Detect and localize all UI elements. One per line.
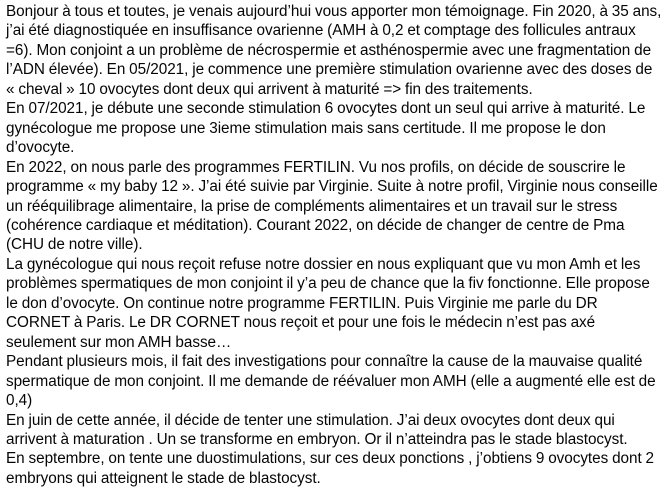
- paragraph-investigations: Pendant plusieurs mois, il fait des investigations pour connaître la cause de la mauvaise qualité spermatique de mon conjoint. Il me demande de réévaluer mon AMH (elle a augmenté elle est de 0,4): [6, 353, 656, 410]
- paragraph-fertilin-program: En 2022, on nous parle des programmes FERTILIN. Vu nos profils, on décide de souscrire le programme « my baby 12 ». J’ai été suivie par Virginie. Suite à notre profil, Virginie nous conseille un rééquilibrage alimentaire, la prise de compléments alimentaires et un travail sur le stress (cohérence cardiaque et méditation). Courant 2022, on décide de changer de centre de Pma (CHU de notre ville).: [6, 158, 658, 254]
- paragraph-intro: Bonjour à tous et toutes, je venais aujourd’hui vous apporter mon témoignage. Fin 2020, à 35 ans, j’ai été diagnostiquée en insuffisance ovarienne (AMH à 0,2 et comptage des follicules antraux =6). Mon conjoint a un problème de nécrospermie et asthénospermie avec une fragmentation de l’ADN élevée). En 05/2021, je commence une première stimulation ovarienne avec des doses de « cheval » 10 ovocytes dont deux qui arrivent à maturité => fin des traitements.: [6, 3, 662, 98]
- paragraph-new-gynecologist: La gynécologue qui nous reçoit refuse notre dossier en nous expliquant que vu mon Amh et les problèmes spermatiques de mon conjoint il y’a peu de chance que la fiv fonctionne. Elle propose le don d’ovocyte. On continue notre programme FERTILIN. Puis Virginie me parle du DR CORNET à Paris. Le DR CORNET nous reçoit et pour une fois le médecin n’est pas axé seulement sur mon AMH basse…: [6, 255, 650, 351]
- paragraph-june-stimulation: En juin de cette année, il décide de tenter une stimulation. J’ai deux ovocytes dont deux qui arrivent à maturation . Un se transforme en embryon. Or il n’atteindra pas le stade blastocyst.: [6, 411, 628, 448]
- paragraph-september-duostimulation: En septembre, on tente une duostimulations, sur ces deux ponctions , j’obtiens 9 ovocytes dont 2 embryons qui atteignent le stade de blastocyst.: [6, 450, 655, 487]
- paragraph-second-stimulation: En 07/2021, je débute une seconde stimulation 6 ovocytes dont un seul qui arrive à maturité. Le gynécologue me propose une 3ieme stimulation mais sans certitude. Il me propose le don d’ovocyte.: [6, 100, 646, 157]
